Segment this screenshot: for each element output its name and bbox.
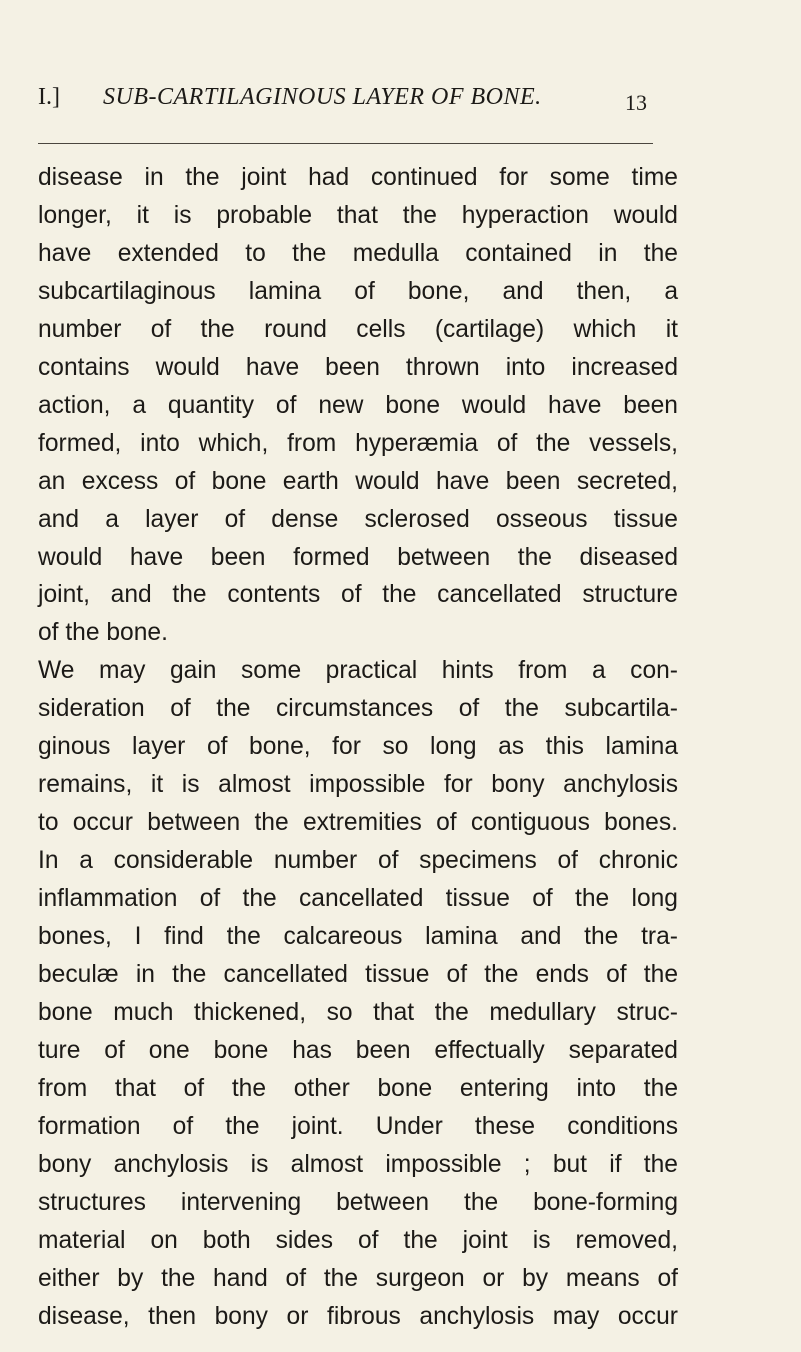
text-line: bones, I find the calcareous lamina and the tra-	[38, 923, 678, 951]
text-line: either by the hand of the surgeon or by means of	[38, 1264, 678, 1292]
text-line: remains, it is almost impossible for bony anchylosis	[38, 771, 678, 799]
text-line: subcartilaginous lamina of bone, and then, a	[38, 277, 678, 305]
text-line: beculæ in the cancellated tissue of the ends of the	[38, 961, 678, 989]
text-line: structures intervening between the bone-forming	[38, 1188, 678, 1216]
text-line: In a considerable number of specimens of chronic	[38, 847, 678, 875]
text-line: disease in the joint had continued for some time	[38, 164, 678, 191]
text-line: contains would have been thrown into increased	[38, 353, 678, 381]
text-line: joint, and the contents of the cancellated structure	[38, 581, 678, 609]
text-line: longer, it is probable that the hyperaction would	[38, 201, 678, 229]
text-line: an excess of bone earth would have been secreted,	[38, 467, 678, 495]
text-line: sideration of the circumstances of the subcartila-	[38, 695, 678, 723]
text-line: material on both sides of the joint is removed,	[38, 1226, 678, 1254]
paragraph-end-line: of the bone.	[38, 619, 168, 647]
text-line: action, a quantity of new bone would have been	[38, 391, 678, 419]
text-line: to occur between the extremities of contiguous bones.	[38, 809, 678, 837]
text-line: have extended to the medulla contained in the	[38, 239, 678, 267]
text-line: and a layer of dense sclerosed osseous tissue	[38, 505, 678, 533]
text-line: bony anchylosis is almost impossible ; but if the	[38, 1150, 678, 1178]
running-title: SUB-CARTILAGINOUS LAYER OF BONE.	[103, 84, 542, 110]
text-line: from that of the other bone entering into the	[38, 1074, 678, 1102]
page-number: 13	[625, 90, 647, 115]
body-text	[38, 159, 678, 1336]
text-line: would have been formed between the diseased	[38, 543, 678, 571]
running-header	[38, 84, 678, 124]
text-line: number of the round cells (cartilage) which it	[38, 315, 678, 343]
paragraph-start-line: We may gain some practical hints from a con-	[38, 657, 678, 685]
text-line: disease, then bony or fibrous anchylosis may occur	[38, 1302, 678, 1330]
chapter-number: I.]	[38, 84, 60, 110]
header-rule	[38, 143, 653, 144]
text-line: formation of the joint. Under these conditions	[38, 1112, 678, 1140]
text-line: ture of one bone has been effectually separated	[38, 1036, 678, 1064]
text-line: bone much thickened, so that the medullary struc-	[38, 998, 678, 1026]
text-line: ginous layer of bone, for so long as this lamina	[38, 733, 678, 761]
text-line: inflammation of the cancellated tissue of the long	[38, 885, 678, 913]
text-line: formed, into which, from hyperæmia of the vessels,	[38, 429, 678, 457]
